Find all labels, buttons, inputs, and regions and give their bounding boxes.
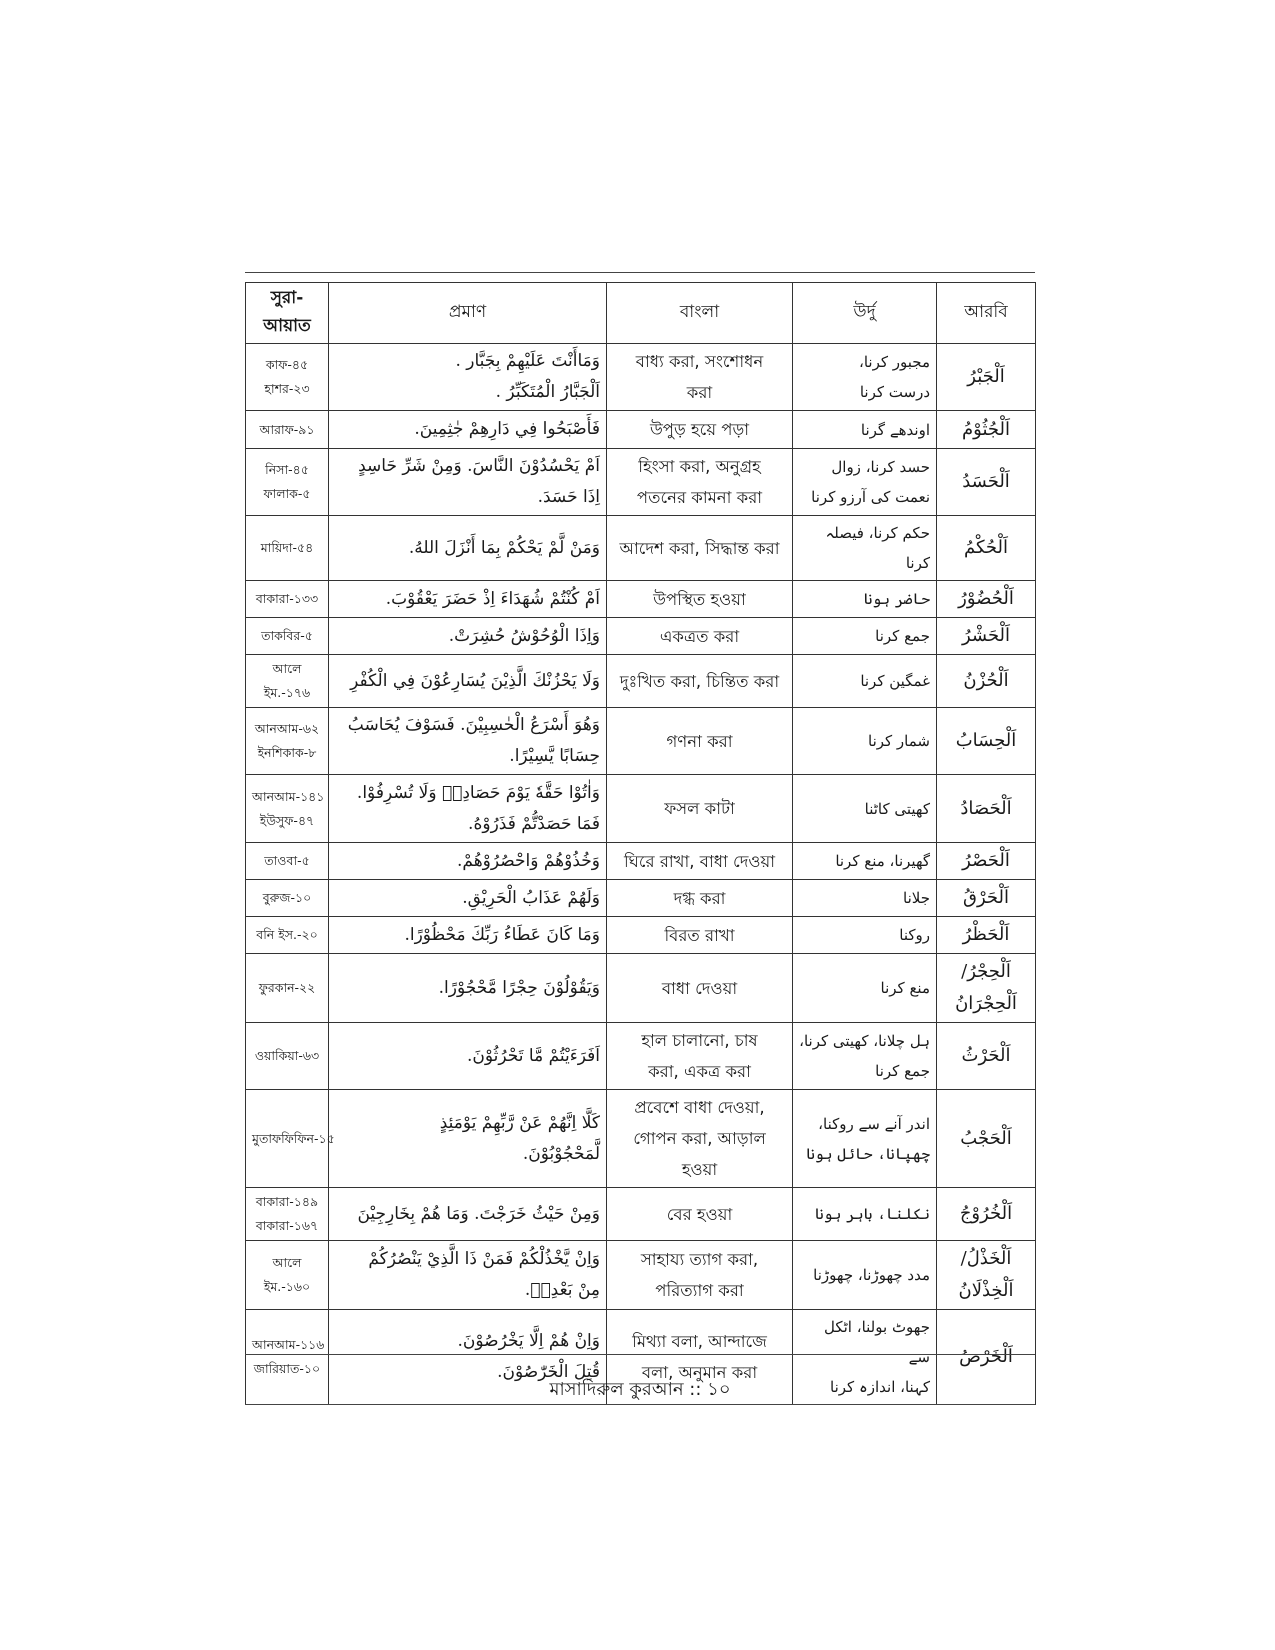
cell-urdu bbox=[793, 1090, 937, 1188]
cell-source bbox=[246, 775, 329, 843]
cell-proof bbox=[329, 843, 607, 880]
cell-proof bbox=[329, 775, 607, 843]
table-row bbox=[246, 344, 1036, 411]
table-row bbox=[246, 1241, 1036, 1310]
cell-urdu bbox=[793, 581, 937, 618]
header-bangla: বাংলা bbox=[607, 283, 793, 344]
table-row bbox=[246, 581, 1036, 618]
cell-arabic-line: اَلْحَشْرُ bbox=[961, 625, 1011, 646]
cell-proof-line: وَاِنْ هُمْ اِلَّا يَخْرُصُوْنَ. bbox=[457, 1331, 600, 1351]
cell-bangla bbox=[607, 655, 793, 708]
cell-source bbox=[246, 880, 329, 917]
cell-source bbox=[246, 1023, 329, 1090]
table-row bbox=[246, 449, 1036, 516]
cell-source-line: বাকারা-১৪৯ bbox=[255, 1194, 319, 1209]
cell-bangla bbox=[607, 775, 793, 843]
cell-source bbox=[246, 1188, 329, 1241]
cell-arabic bbox=[937, 843, 1036, 880]
cell-urdu bbox=[793, 411, 937, 449]
cell-bangla-line: বলা, অনুমান করা bbox=[641, 1363, 758, 1382]
cell-arabic-line: اَلْخَرْصُ bbox=[959, 1346, 1013, 1367]
cell-proof-line: وَخُذُوْهُمْ وَاحْصُرُوْهُمْ. bbox=[457, 850, 600, 871]
table-row bbox=[246, 516, 1036, 581]
footer-rule-bottom bbox=[245, 1404, 1035, 1405]
cell-source-line: আনআম-১১৬ bbox=[252, 1337, 325, 1352]
cell-urdu-line: حسد کرنا، زوال bbox=[831, 458, 930, 476]
cell-urdu-line: چھپانا، حائل ہونا bbox=[806, 1144, 930, 1163]
cell-arabic-line: اَلْحَصْرُ bbox=[962, 850, 1010, 871]
cell-bangla bbox=[607, 581, 793, 618]
cell-proof-line: وَيَقُوْلُوْنَ حِجْرًا مَّحْجُوْرًا. bbox=[438, 977, 600, 998]
cell-urdu-line: گھیرنا، منع کرنا bbox=[835, 852, 930, 870]
cell-bangla bbox=[607, 708, 793, 775]
cell-arabic-line: اَلْحُضُوْرُ bbox=[958, 588, 1014, 609]
cell-bangla-line: মিথ্যা বলা, আন্দাজে bbox=[632, 1332, 767, 1351]
cell-urdu-line: جمع کرنا bbox=[875, 627, 930, 645]
cell-proof-line: وَمِنْ حَيْثُ خَرَجْتَ. وَمَا هُمْ بِخَارِجِيْنَ bbox=[357, 1203, 600, 1224]
cell-proof bbox=[329, 344, 607, 411]
cell-bangla bbox=[607, 618, 793, 655]
cell-urdu bbox=[793, 449, 937, 516]
cell-proof-line: قُتِلَ الْخَرّٰصُوْنَ. bbox=[497, 1362, 600, 1382]
cell-proof-line: لَّمَحْجُوْبُوْنَ. bbox=[522, 1143, 600, 1164]
cell-source-line: আলে ইম.-১৭৬ bbox=[263, 661, 311, 700]
cell-source bbox=[246, 344, 329, 411]
cell-proof bbox=[329, 1188, 607, 1241]
cell-source bbox=[246, 1090, 335, 1188]
cell-urdu bbox=[793, 954, 937, 1023]
cell-proof-line: وَمَاأَنْتَ عَلَيْهِمْ بِجَبَّار . bbox=[455, 351, 600, 371]
cell-urdu bbox=[793, 1023, 937, 1090]
cell-source-line: ইউসুফ-৪৭ bbox=[259, 812, 315, 828]
cell-urdu-line: مجبور کرنا، bbox=[858, 353, 930, 371]
cell-bangla-line: গণনা করা bbox=[666, 731, 733, 751]
cell-urdu-line: اوندھے گرنا bbox=[860, 420, 930, 439]
cell-arabic bbox=[937, 516, 1036, 581]
cell-proof-line: فَأَصْبَحُوا فِي دَارِهِمْ جٰثِمِينَ. bbox=[414, 419, 600, 439]
cell-bangla-line: করা bbox=[686, 383, 713, 402]
table-row bbox=[246, 1188, 1036, 1241]
cell-urdu-line: کھیتی کاٹنا bbox=[864, 799, 930, 818]
cell-proof-line: وَاِنْ يَّخْذُلْكُمْ فَمَنْ ذَا الَّذِيْ يَنْصُرُكُمْ bbox=[368, 1249, 600, 1269]
cell-proof bbox=[329, 1090, 607, 1188]
cell-proof-line: وَلَا يَحْزُنْكَ الَّذِيْنَ يُسَارِعُوْنَ فِي الْكُفْرِ bbox=[350, 670, 600, 691]
cell-arabic bbox=[937, 775, 1036, 843]
cell-proof-line: اَمْ كُنْتُمْ شُهَدَاءَ اِذْ حَضَرَ يَعْقُوْبَ. bbox=[385, 588, 600, 609]
cell-proof bbox=[329, 708, 607, 775]
cell-source bbox=[246, 843, 329, 880]
cell-proof-line: حِسَابًا يَّسِيْرًا. bbox=[509, 746, 600, 766]
cell-urdu bbox=[793, 1241, 937, 1310]
cell-proof bbox=[329, 954, 607, 1023]
cell-bangla bbox=[607, 917, 793, 954]
cell-urdu-line: جلانا bbox=[903, 889, 930, 907]
cell-bangla-line: উপস্থিত হওয়া bbox=[653, 589, 746, 609]
header-arabic: আরবি bbox=[937, 283, 1036, 344]
cell-proof-line: وَلَهُمْ عَذَابُ الْحَرِيْقِ. bbox=[462, 887, 600, 908]
table-row bbox=[246, 655, 1036, 708]
cell-urdu-line: جھوٹ بولنا، اٹکل سے bbox=[823, 1318, 930, 1366]
cell-bangla bbox=[607, 516, 793, 581]
cell-urdu bbox=[793, 344, 937, 411]
cell-proof-line: وَاٰتُوْا حَقَّهٗ يَوْمَ حَصَادِهٖ وَلَا تُسْرِفُوْا. bbox=[356, 782, 600, 803]
cell-arabic-line: اَلْخُرُوْجُ bbox=[959, 1203, 1013, 1224]
cell-urdu bbox=[793, 843, 937, 880]
cell-bangla-line: দগ্ধ করা bbox=[673, 888, 726, 908]
cell-bangla-line: দুঃখিত করা, চিন্তিত করা bbox=[619, 671, 780, 691]
header-source: সুরা-আয়াত bbox=[246, 283, 329, 344]
page-footer: মাসাদিরুল কুরআন :: ১০ bbox=[549, 1379, 731, 1400]
cell-arabic-line: اَلْحَرْقُ bbox=[962, 887, 1009, 908]
cell-arabic-line: اَلْحَظْرُ bbox=[962, 924, 1010, 945]
cell-urdu-line: روکنا bbox=[899, 926, 930, 944]
cell-urdu bbox=[793, 1188, 937, 1241]
cell-source-line: মুতাফফিফিন-১৫ bbox=[252, 1130, 335, 1146]
cell-bangla bbox=[607, 1023, 793, 1090]
cell-proof bbox=[329, 581, 607, 618]
cell-bangla bbox=[607, 1090, 793, 1188]
cell-bangla-line: বাধা দেওয়া bbox=[661, 978, 738, 998]
cell-source-line: ফালাক-৫ bbox=[263, 486, 311, 501]
cell-bangla bbox=[607, 449, 793, 516]
cell-proof bbox=[329, 449, 607, 516]
cell-source-line: আনআম-৬২ bbox=[254, 721, 320, 736]
table-body bbox=[246, 344, 1036, 1405]
table-row bbox=[246, 411, 1036, 449]
cell-bangla-line: একত্রত করা bbox=[659, 626, 740, 646]
table-row bbox=[246, 618, 1036, 655]
cell-source-line: আলে ইম.-১৬০ bbox=[263, 1255, 311, 1294]
cell-bangla bbox=[607, 1241, 793, 1310]
cell-urdu-line: نعمت کی آرزو کرنا bbox=[811, 488, 930, 506]
cell-urdu-line: منع کرنا bbox=[880, 979, 930, 997]
cell-proof-line: اَفَرَءَيْتُمْ مَّا تَحْرُثُوْنَ. bbox=[467, 1045, 600, 1066]
cell-arabic-line: اَلْحُزْنُ bbox=[963, 670, 1009, 691]
cell-arabic-line: اَلْحَرْثُ bbox=[961, 1045, 1011, 1066]
cell-arabic-line: اَلْحِجْرَانُ bbox=[955, 993, 1017, 1014]
cell-arabic-line: اَلْحَجْبُ bbox=[960, 1127, 1012, 1149]
cell-source bbox=[246, 917, 329, 954]
cell-bangla-line: আদেশ করা, সিদ্ধান্ত করা bbox=[619, 538, 780, 558]
cell-arabic bbox=[937, 917, 1036, 954]
top-rule bbox=[245, 272, 1035, 273]
cell-source-line: আনআম-১৪১ bbox=[252, 788, 325, 804]
cell-source-line: ফুরকান-২২ bbox=[258, 980, 316, 995]
cell-arabic-line: اَلْجُثُوْمُ bbox=[962, 418, 1010, 440]
table-header-row bbox=[246, 283, 1036, 344]
cell-arabic bbox=[937, 1188, 1036, 1241]
cell-source-line: ওয়াকিয়া-৬৩ bbox=[254, 1048, 320, 1063]
cell-arabic bbox=[937, 708, 1036, 775]
cell-source bbox=[246, 954, 329, 1023]
cell-urdu-line: درست کرنا bbox=[859, 383, 930, 401]
cell-proof bbox=[329, 1023, 607, 1090]
cell-bangla-line: গোপন করা, আড়াল হওয়া bbox=[633, 1129, 766, 1179]
cell-urdu-line: اندر آنے سے روکنا، bbox=[818, 1114, 930, 1133]
cell-arabic bbox=[937, 655, 1036, 708]
header-urdu: উর্দু bbox=[793, 283, 937, 344]
cell-proof bbox=[329, 516, 607, 581]
cell-proof bbox=[329, 917, 607, 954]
cell-proof bbox=[329, 618, 607, 655]
cell-urdu bbox=[793, 618, 937, 655]
vocabulary-table bbox=[245, 282, 1036, 1405]
cell-bangla bbox=[607, 411, 793, 449]
cell-arabic-line: اَلْحُكْمُ bbox=[963, 537, 1009, 558]
cell-source-line: তাওবা-৫ bbox=[264, 853, 310, 868]
cell-arabic bbox=[937, 1241, 1036, 1310]
cell-urdu bbox=[793, 516, 937, 581]
cell-bangla-line: উপুড় হয়ে পড়া bbox=[649, 420, 750, 439]
cell-source-line: তাকবির-৫ bbox=[261, 628, 313, 643]
cell-proof-line: وَمَنْ لَّمْ يَحْكُمْ بِمَا أَنْزَلَ اللهُ. bbox=[408, 537, 600, 558]
cell-source-line: মায়িদা-৫৪ bbox=[260, 540, 314, 555]
cell-bangla-line: করা, একত্র করা bbox=[648, 1062, 751, 1081]
footer-rule-top bbox=[245, 1354, 1035, 1355]
cell-proof bbox=[329, 411, 607, 449]
cell-proof-line: اَلْجَبَّارُ الْمُتَكَبِّرُ . bbox=[495, 382, 600, 402]
cell-bangla-line: হাল চালানো, চাষ bbox=[641, 1031, 758, 1050]
cell-arabic bbox=[937, 1090, 1036, 1188]
table-row bbox=[246, 775, 1036, 843]
cell-arabic-line: اَلْخِذْلَانُ bbox=[958, 1280, 1014, 1301]
cell-proof-line: وَهُوَ أَسْرَعُ الْحٰسِبِيْنَ. فَسَوْفَ يُحَاسَبُ bbox=[347, 715, 600, 735]
cell-urdu-line: ہل چلانا، کھیتی کرنا، جمع کرنا bbox=[799, 1032, 930, 1080]
cell-urdu-line: حکم کرنا، فیصلہ کرنا bbox=[825, 524, 930, 572]
cell-proof-line: فَمَا حَصَدْتُّمْ فَذَرُوْهُ. bbox=[468, 813, 600, 834]
cell-source bbox=[246, 618, 329, 655]
cell-bangla-line: বের হওয়া bbox=[666, 1204, 733, 1224]
cell-bangla-line: ঘিরে রাখা, বাধা দেওয়া bbox=[623, 851, 776, 871]
cell-arabic bbox=[937, 880, 1036, 917]
cell-urdu-line: کہنا، اندازہ کرنا bbox=[830, 1378, 930, 1396]
cell-arabic bbox=[937, 618, 1036, 655]
cell-proof bbox=[329, 1241, 607, 1310]
cell-arabic-line: اَلْحَصَادُ bbox=[960, 797, 1012, 819]
cell-source bbox=[246, 1241, 329, 1310]
cell-source-line: বাকারা-১৩৩ bbox=[255, 591, 319, 606]
cell-proof bbox=[329, 880, 607, 917]
cell-bangla-line: পতনের কামনা করা bbox=[636, 488, 763, 507]
cell-bangla bbox=[607, 344, 793, 411]
cell-source-line: হাশর-২৩ bbox=[264, 381, 310, 396]
cell-arabic-line: اَلْحَسَدُ bbox=[962, 471, 1010, 492]
table-row bbox=[246, 1090, 1036, 1188]
table-row bbox=[246, 954, 1036, 1023]
cell-bangla bbox=[607, 843, 793, 880]
cell-source-line: বাকারা-১৬৭ bbox=[255, 1218, 319, 1233]
cell-arabic bbox=[937, 1023, 1036, 1090]
cell-source bbox=[246, 516, 329, 581]
cell-arabic bbox=[937, 411, 1036, 449]
cell-bangla-line: ফসল কাটা bbox=[664, 799, 735, 818]
cell-urdu-line: نکلنا، باہر ہونا bbox=[814, 1205, 930, 1223]
cell-urdu bbox=[793, 655, 937, 708]
cell-urdu bbox=[793, 917, 937, 954]
cell-proof-line: وَمَا كَانَ عَطَاءُ رَبِّكَ مَحْظُوْرًا. bbox=[404, 924, 600, 945]
cell-source-line: নিসা-৪৫ bbox=[265, 462, 309, 477]
cell-bangla-line: বাধ্য করা, সংশোধন bbox=[635, 352, 764, 371]
cell-urdu-line: حاضر ہونا bbox=[863, 590, 930, 608]
cell-arabic bbox=[937, 954, 1036, 1023]
cell-proof bbox=[329, 655, 607, 708]
cell-proof-line: اِذَا حَسَدَ. bbox=[537, 487, 600, 507]
cell-arabic-line: اَلْحِسَابُ bbox=[955, 730, 1017, 751]
cell-urdu-line: مدد چھوڑنا، چھوڑنا bbox=[813, 1266, 930, 1284]
cell-source bbox=[246, 708, 329, 775]
cell-urdu bbox=[793, 708, 937, 775]
cell-bangla-line: প্রবেশে বাধা দেওয়া, bbox=[634, 1098, 765, 1117]
cell-arabic-line: اَلْخَذْلُ/ bbox=[960, 1248, 1012, 1269]
cell-arabic bbox=[937, 344, 1036, 411]
cell-source-line: বনি ইস.-২০ bbox=[256, 927, 318, 942]
cell-arabic bbox=[937, 449, 1036, 516]
cell-bangla-line: সাহায্য ত্যাগ করা, bbox=[640, 1250, 759, 1269]
table-row bbox=[246, 917, 1036, 954]
cell-source bbox=[246, 449, 329, 516]
cell-urdu bbox=[793, 880, 937, 917]
table-row bbox=[246, 708, 1036, 775]
cell-bangla bbox=[607, 880, 793, 917]
table-row bbox=[246, 843, 1036, 880]
cell-arabic-line: اَلْحِجْرُ/ bbox=[961, 961, 1011, 982]
cell-source-line: জারিয়াত-১০ bbox=[253, 1361, 321, 1376]
cell-proof-line: وَاِذَا الْوُحُوْشُ حُشِرَتْ. bbox=[448, 625, 600, 646]
cell-source bbox=[246, 655, 329, 708]
cell-arabic-line: اَلْجَبْرُ bbox=[967, 366, 1005, 387]
cell-urdu bbox=[793, 775, 937, 843]
table-row bbox=[246, 880, 1036, 917]
cell-proof-line: اَمْ يَحْسُدُوْنَ النَّاسَ. وَمِنْ شَرِّ حَاسِدٍ bbox=[358, 456, 600, 476]
cell-urdu-line: غمگین کرنا bbox=[860, 672, 930, 690]
cell-proof-line: كَلَّا اِنَّهُمْ عَنْ رَّبِّهِمْ يَوْمَئِذٍ bbox=[439, 1112, 600, 1133]
cell-source-line: কাফ-৪৫ bbox=[265, 357, 309, 372]
cell-proof-line: مِنْ بَعْدِهٖ. bbox=[524, 1280, 600, 1300]
cell-source-line: বুরুজ-১০ bbox=[262, 890, 312, 905]
cell-source-line: ইনশিকাক-৮ bbox=[257, 745, 317, 760]
cell-source bbox=[246, 411, 329, 449]
cell-bangla bbox=[607, 954, 793, 1023]
table-row bbox=[246, 1023, 1036, 1090]
cell-bangla-line: হিংসা করা, অনুগ্রহ bbox=[638, 457, 761, 476]
cell-bangla-line: বিরত রাখা bbox=[664, 925, 735, 945]
cell-bangla-line: পরিত্যাগ করা bbox=[655, 1281, 744, 1300]
cell-bangla bbox=[607, 1188, 793, 1241]
cell-urdu-line: شمار کرنا bbox=[868, 732, 930, 750]
cell-arabic bbox=[937, 581, 1036, 618]
cell-source bbox=[246, 581, 329, 618]
cell-source-line: আরাফ-৯১ bbox=[259, 421, 315, 437]
header-proof: প্রমাণ bbox=[329, 283, 607, 344]
